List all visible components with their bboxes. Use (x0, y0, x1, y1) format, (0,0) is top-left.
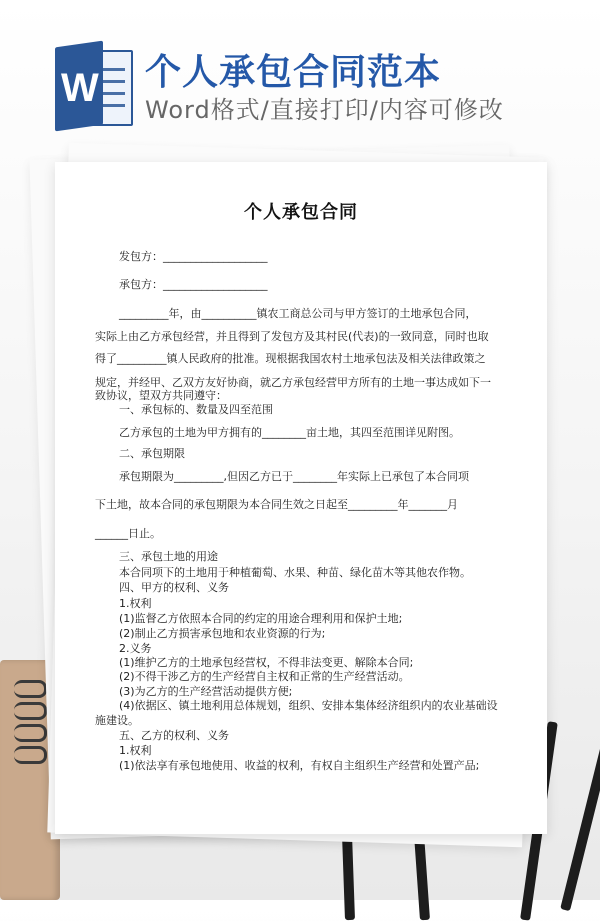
section-heading: 四、甲方的权利、义务 (119, 581, 229, 594)
section-heading: 二、承包期限 (119, 447, 185, 460)
section-heading: 一、承包标的、数量及四至范围 (119, 403, 273, 416)
intro-line: 致协议，望双方共同遵守： (95, 389, 227, 402)
party-b-line: 承包方：___________________ (119, 278, 268, 291)
intro-line: 得了_________镇人民政府的批准。现根据我国农村土地承包法及相关法律政策之 (95, 352, 486, 365)
pencil-decoration (560, 657, 600, 912)
word-icon (55, 44, 131, 128)
section-text: (4)依据区、镇土地利用总体规划，组织、安排本集体经济组织内的农业基础设 (119, 699, 498, 712)
section-text: (1)依法享有承包地使用、收益的权利，有权自主组织生产经营和处置产品; (119, 759, 480, 772)
party-a-line: 发包方：___________________ (119, 250, 268, 263)
section-text: 本合同项下的土地用于种植葡萄、水果、种苗、绿化苗木等其他农作物。 (119, 566, 471, 579)
section-text: 乙方承包的土地为甲方拥有的________亩土地，其四至范围详见附图。 (119, 426, 460, 439)
intro-line: 实际上由乙方承包经营，并且得到了发包方及其村民(代表)的一致同意，同时也取 (95, 330, 489, 343)
section-heading: 三、承包土地的用途 (119, 550, 218, 563)
page-title: 个人承包合同范本 (145, 52, 442, 93)
section-text: 承包期限为_________,但因乙方已于________年实际上已承包了本合同项 (119, 470, 469, 483)
contract-document (55, 162, 547, 834)
section-text: 施建设。 (95, 714, 139, 727)
document-title: 个人承包合同 (244, 202, 358, 223)
intro-line: 规定，并经甲、乙双方友好协商，就乙方承包经营甲方所有的土地一事达成如下一 (95, 376, 491, 389)
section-text: (3)为乙方的生产经营活动提供方便; (119, 685, 293, 698)
section-text: ______日止。 (95, 527, 161, 540)
section-subheading: 1.权利 (119, 744, 152, 757)
section-text: (2)不得干涉乙方的生产经营自主权和正常的生产经营活动。 (119, 670, 410, 683)
page-subtitle: Word格式/直接打印/内容可修改 (145, 96, 504, 124)
section-subheading: 1.权利 (119, 597, 152, 610)
section-text: (1)维护乙方的土地承包经营权，不得非法变更、解除本合同; (119, 656, 414, 669)
word-icon-letter: W (61, 66, 99, 110)
section-text: (1)监督乙方依照本合同的约定的用途合理利用和保护土地; (119, 612, 403, 625)
section-text: 下土地，故本合同的承包期限为本合同生效之日起至_________年_______月 (95, 498, 458, 511)
section-text: (2)制止乙方损害承包地和农业资源的行为; (119, 627, 326, 640)
section-heading: 五、乙方的权利、义务 (119, 729, 229, 742)
intro-line: _________年，由__________镇农工商总公司与甲方签订的土地承包合同， (119, 307, 477, 320)
section-subheading: 2.义务 (119, 642, 152, 655)
